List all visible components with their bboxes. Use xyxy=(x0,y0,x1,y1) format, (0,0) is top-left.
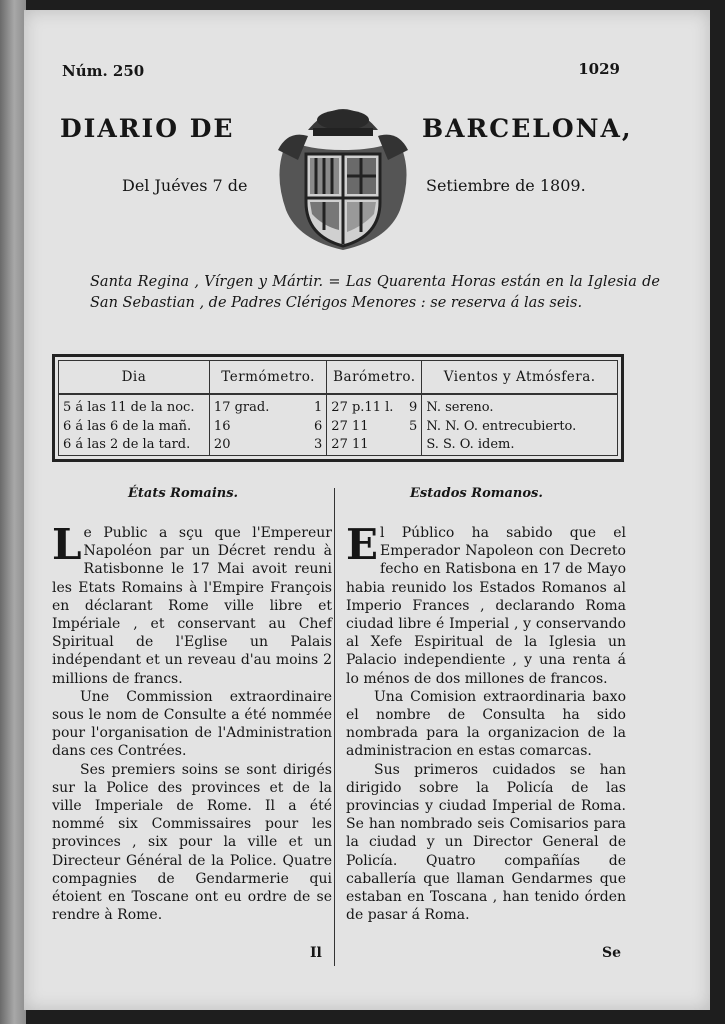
drop-cap: E xyxy=(346,520,379,569)
catchword-left: Il xyxy=(310,945,322,961)
weather-row xyxy=(59,436,618,455)
paragraph: Ses premiers soins se sont dirigés sur la Police des provinces et de la ville Imperiale de Rome. Il a été nommé six Commissaires pour les provinces , six pour la ville et un Directeur Général de la Police. Quatre compagnies de Gendarmerie qui étoient en Toscane ont eu ordre de se rendre à Rome. xyxy=(52,761,332,924)
paragraph: Une Commission extraordinaire sous le nom de Consulte a été nommée pour l'organisation de l'Administration dans ces Contrées. xyxy=(52,688,332,760)
baro-fraction: 5 xyxy=(409,418,418,434)
weather-row xyxy=(59,418,618,437)
baro-main: 27 p.11 l. xyxy=(331,400,394,415)
paragraph: Una Comision extraordinaria baxo el nombre de Consulta ha sido nombrada para la organizacion de la administracion en estas comarcas. xyxy=(346,688,626,760)
catchword-right: Se xyxy=(602,945,622,961)
baro-main: 27 11 xyxy=(331,437,369,453)
header-vientos: Vientos y Atmósfera. xyxy=(422,361,618,395)
cell-termometro xyxy=(209,436,326,455)
cell-vientos: N. N. O. entrecubierto. xyxy=(426,418,577,434)
masthead-left: DIARIO DE xyxy=(60,114,235,143)
coat-of-arms-icon xyxy=(268,90,418,256)
cell-dia: 6 á las 6 de la mañ. xyxy=(59,418,210,437)
cell-barometro xyxy=(327,418,422,437)
weather-row xyxy=(59,394,618,418)
saints-text: Santa Regina , Vírgen y Mártir. = Las Quarenta Horas están en la Iglesia de San Sebastian , de Padres Clérigos Menores : se reserva á las seis. xyxy=(90,274,660,311)
paragraph xyxy=(52,520,332,688)
masthead-right: BARCELONA, xyxy=(422,114,633,143)
termo-degrees: 17 grad. xyxy=(213,400,270,415)
header-termometro: Termómetro. xyxy=(209,361,326,395)
left-column-heading: États Romains. xyxy=(128,486,239,501)
paragraph-text: l Público ha sabido que el Emperador Napoleon con Decreto fecho en Ratisbona en 17 de Mayo habia reunido los Estados Romanos al Imperio Frances , declarando Roma ciudad libre é Imperial , y conservando al Xefe Espiritual de la Iglesia un Palacio independiente , y una renta á lo ménos de dos millones de francos. xyxy=(346,525,626,687)
cell-vientos: S. S. O. idem. xyxy=(426,437,515,453)
weather-header-row xyxy=(59,361,618,395)
baro-fraction: 9 xyxy=(409,400,418,415)
termo-fraction: 1 xyxy=(314,400,323,415)
cell-termometro xyxy=(209,418,326,437)
cell-dia: 6 á las 2 de la tard. xyxy=(59,436,210,455)
termo-degrees: 20 xyxy=(213,437,231,453)
termo-degrees: 16 xyxy=(213,418,231,434)
right-column-spanish xyxy=(346,520,626,924)
cell-dia: 5 á las 11 de la noc. xyxy=(59,394,210,418)
date-left: Del Juéves 7 de xyxy=(122,176,248,195)
column-divider xyxy=(334,488,335,966)
cell-vientos: N. sereno. xyxy=(426,400,494,415)
cell-barometro xyxy=(327,394,422,418)
header-dia: Dia xyxy=(59,361,210,395)
page-number: 1029 xyxy=(578,60,620,78)
baro-main: 27 11 xyxy=(331,418,369,434)
newspaper-page xyxy=(24,10,710,1010)
paragraph: Sus primeros cuidados se han dirigido sobre la Policía de las provincias y ciudad Imperial de Roma. Se han nombrado seis Comisarios para la ciudad y un Director General de Policía. Quatro compañías de caballería que llaman Gendarmes que estaban en Toscana , han tenido órden de pasar á Roma. xyxy=(346,761,626,924)
header-barometro: Barómetro. xyxy=(327,361,422,395)
cell-termometro xyxy=(209,394,326,418)
weather-table xyxy=(52,354,624,462)
termo-fraction: 6 xyxy=(314,418,323,434)
saints-of-the-day xyxy=(54,272,660,314)
drop-cap: L xyxy=(52,520,82,569)
paragraph xyxy=(346,520,626,688)
left-column-french xyxy=(52,520,332,924)
book-spine-edge xyxy=(0,0,26,1024)
right-column-heading: Estados Romanos. xyxy=(410,486,543,501)
cell-barometro xyxy=(327,436,422,455)
paragraph-text: e Public a sçu que l'Empereur Napoléon par un Décret rendu à Ratisbonne le 17 Mai avoit reuni les Etats Romains à l'Empire François en déclarant Rome ville libre et Impériale , et conservant au Chef Spiritual de l'Eglise un Palais indépendant et un reveau d'au moins 2 millions de francs. xyxy=(52,525,332,687)
weather-table-grid xyxy=(58,360,618,456)
date-right: Setiembre de 1809. xyxy=(426,176,586,195)
termo-fraction: 3 xyxy=(314,437,323,453)
issue-number: Núm. 250 xyxy=(62,62,145,80)
